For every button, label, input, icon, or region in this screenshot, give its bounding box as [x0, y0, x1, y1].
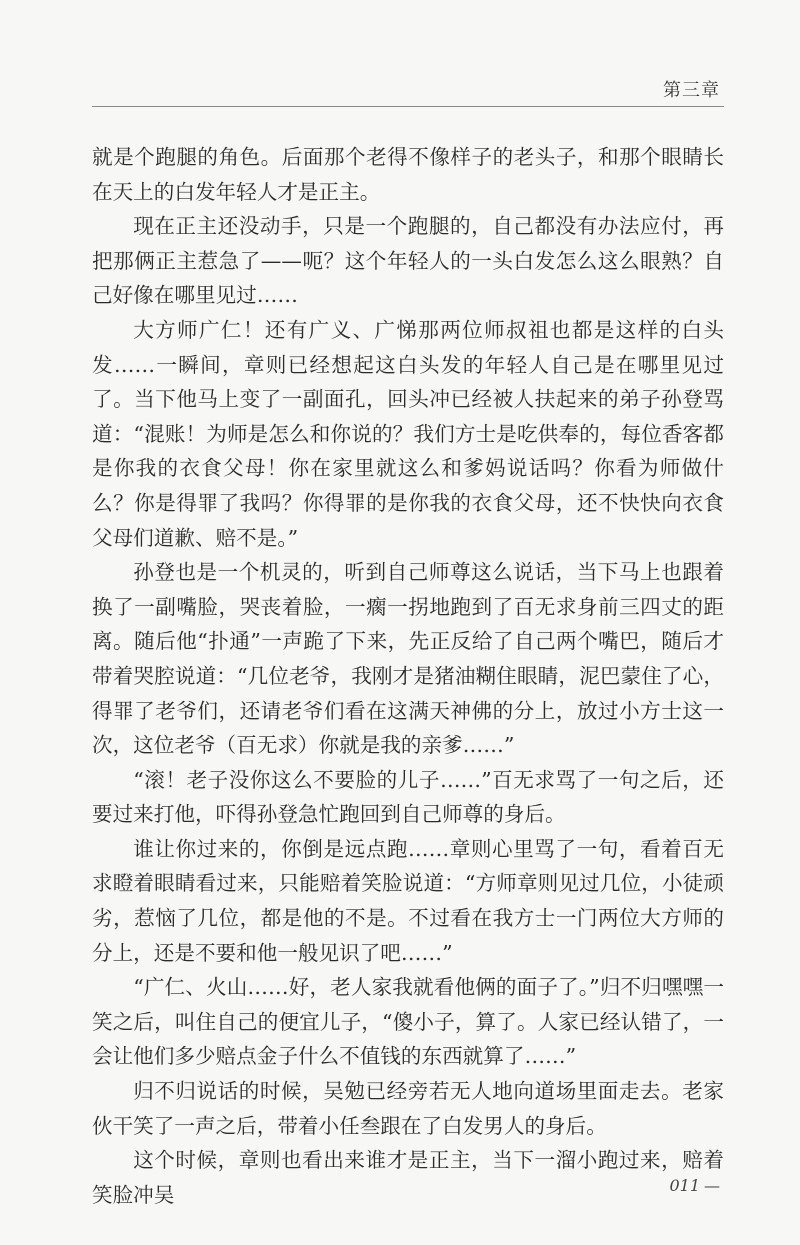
paragraph-5: “滚！老子没你这么不要脸的儿子……”百无求骂了一句之后，还要过来打他，吓得孙登急忙跑回到自己师尊的身后。 — [92, 767, 724, 827]
header-rule — [92, 106, 724, 107]
paragraph-9: 这个时候，章则也看出来谁才是正主，当下一溜小跑过来，赔着笑脸冲吴 — [92, 1148, 724, 1207]
body-text — [92, 140, 724, 1212]
paragraph-6: 谁让你过来的，你倒是远点跑……章则心里骂了一句，看着百无求瞪着眼睛看过来，只能赔着笑脸说道：“方师章则见过几位，小徒顽劣，惹恼了几位，都是他的不是。不过看在我方士一门两位大方师的分上，还是不要和他一般见识了吧……” — [92, 836, 724, 965]
chapter-title: 第三章 — [663, 80, 720, 101]
paragraph-7: “广仁、火山……好，老人家我就看他俩的面子了。”归不归嘿嘿一笑之后，叫住自己的便宜儿子，“傻小子，算了。人家已经认错了，一会让他们多少赔点金子什么不值钱的东西就算了……” — [92, 975, 724, 1069]
page-number — [669, 1176, 720, 1195]
page-number-dash: — — [704, 1176, 720, 1195]
paragraph-2: 现在正主还没动手，只是一个跑腿的，自己都没有办法应付，再把那俩正主惹急了——呃？这个年轻人的一头白发怎么这么眼熟？自己好像在哪里见过…… — [92, 214, 724, 308]
page-number-value: 011 — [669, 1176, 700, 1195]
paragraph-8: 归不归说话的时候，吴勉已经旁若无人地向道场里面走去。老家伙干笑了一声之后，带着小任叁跟在了白发男人的身后。 — [92, 1079, 724, 1138]
paragraph-1: 就是个跑腿的角色。后面那个老得不像样子的老头子，和那个眼睛长在天上的白发年轻人才是正主。 — [92, 145, 724, 204]
paragraph-3: 大方师广仁！还有广义、广悌那两位师叔祖也都是这样的白头发……一瞬间，章则已经想起这白头发的年轻人自己是在哪里见过了。当下他马上变了一副面孔，回头冲已经被人扶起来的弟子孙登骂道：“混账！为师是怎么和你说的？我们方士是吃供奉的，每位香客都是你我的衣食父母！你在家里就这么和爹妈说话吗？你看为师做什么？你是得罪了我吗？你得罪的是你我的衣食父母，还不快快向衣食父母们道歉、赔不是。” — [92, 317, 724, 550]
paragraph-4: 孙登也是一个机灵的，听到自己师尊这么说话，当下马上也跟着换了一副嘴脸，哭丧着脸，一瘸一拐地跑到了百无求身前三四丈的距离。随后他“扑通”一声跪了下来，先正反给了自己两个嘴巴，随后才带着哭腔说道：“几位老爷，我刚才是猪油糊住眼睛，泥巴蒙住了心，得罪了老爷们，还请老爷们看在这满天神佛的分上，放过小方士这一次，这位老爷（百无求）你就是我的亲爹……” — [92, 560, 724, 758]
